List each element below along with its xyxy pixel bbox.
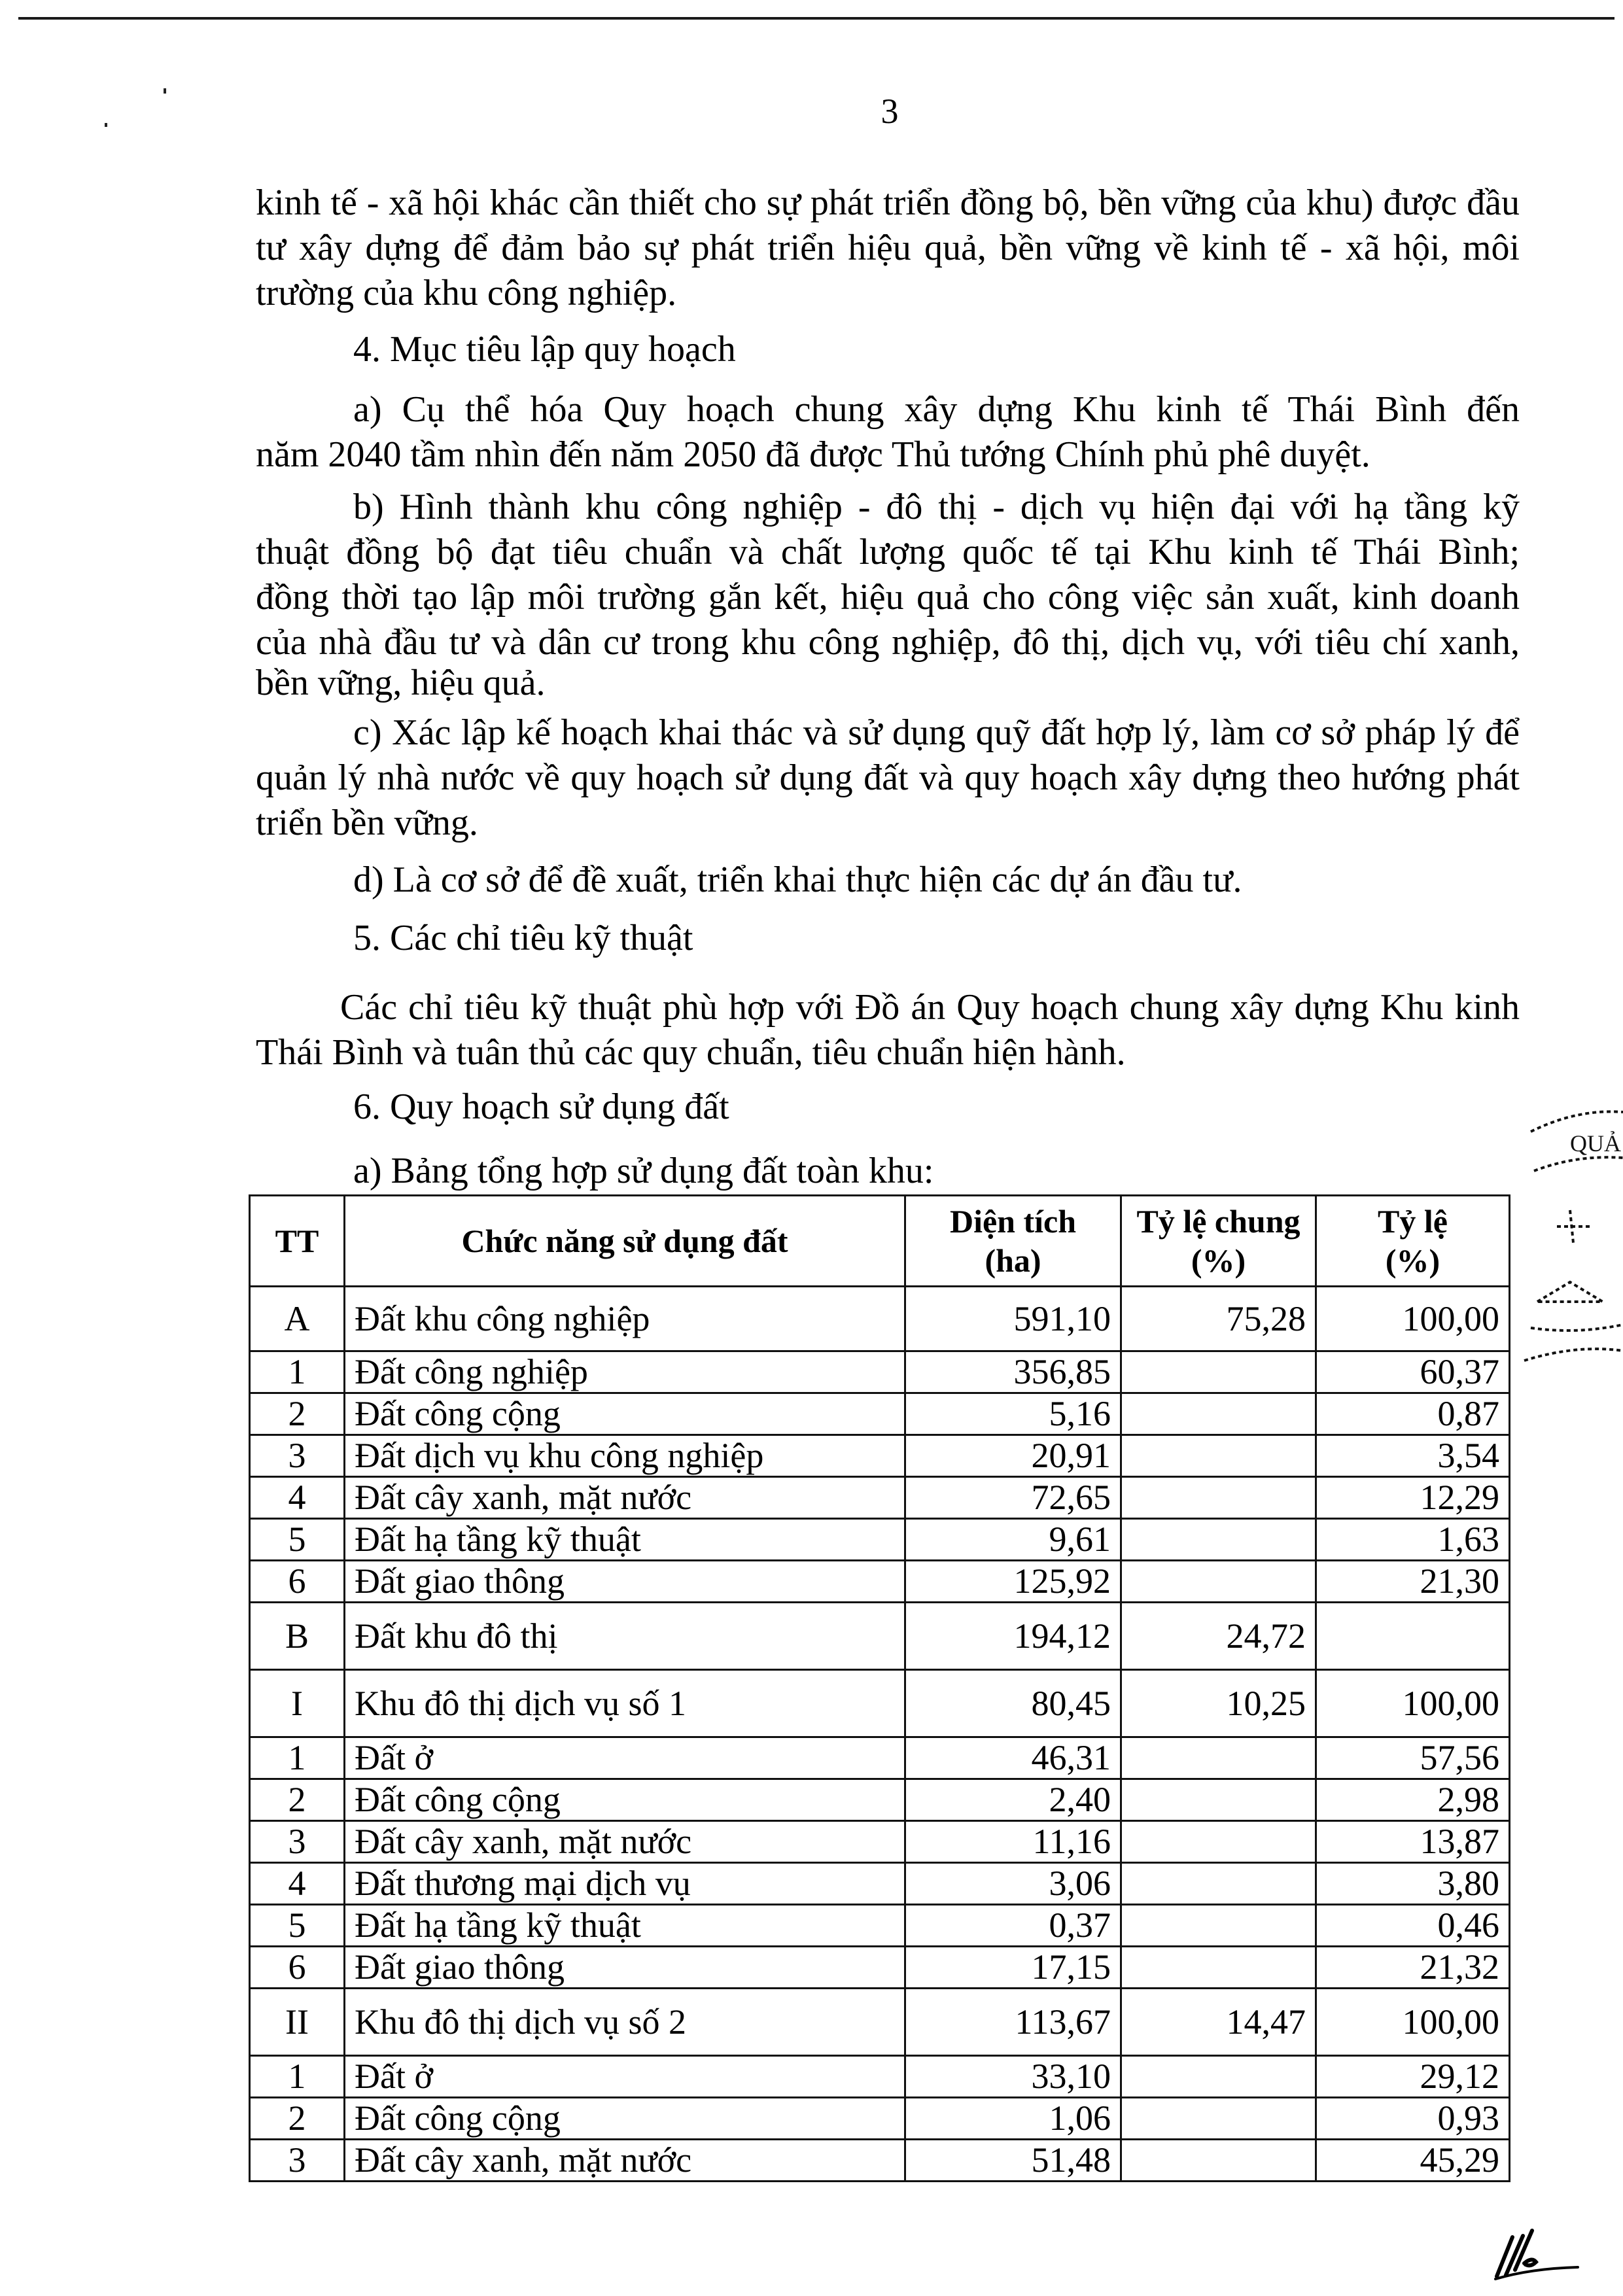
row-tt: 1 [250,1737,345,1779]
body-line: Các chỉ tiêu kỹ thuật phù hợp với Đồ án Quy hoạch chung xây dựng Khu kinh [340,987,1520,1028]
row-function: Đất cây xanh, mặt nước [345,2140,905,2182]
row-area: 17,15 [905,1947,1121,1989]
table-row [250,1821,1510,1863]
row-ratio [1316,1603,1510,1670]
row-ratio: 100,00 [1316,1989,1510,2056]
row-area: 194,12 [905,1603,1121,1670]
scan-speck [164,88,166,94]
body-line: c) Xác lập kế hoạch khai thác và sử dụng quỹ đất hợp lý, làm cơ sở pháp lý để [353,712,1520,753]
table-row [250,2140,1510,2182]
row-overall-ratio [1121,1393,1316,1435]
body-line: trường của khu công nghiệp. [256,273,677,313]
table-header-row [250,1196,1510,1287]
row-area: 51,48 [905,2140,1121,2182]
row-function: Đất công cộng [345,2098,905,2140]
row-ratio: 57,56 [1316,1737,1510,1779]
row-ratio: 0,93 [1316,2098,1510,2140]
row-tt: I [250,1670,345,1737]
header-overall-unit: (%) [1191,1242,1246,1279]
section-heading-4: 4. Mục tiêu lập quy hoạch [353,329,736,370]
row-function: Đất công nghiệp [345,1351,905,1393]
row-function: Đất công cộng [345,1393,905,1435]
table-row [250,1737,1510,1779]
header-tt-label: TT [275,1223,319,1259]
table-row [250,2056,1510,2098]
table-row [250,1393,1510,1435]
row-ratio: 21,32 [1316,1947,1510,1989]
header-ratio [1316,1196,1510,1287]
row-area: 11,16 [905,1821,1121,1863]
row-ratio: 1,63 [1316,1519,1510,1561]
handwritten-initials [1492,2224,1583,2283]
row-area: 72,65 [905,1477,1121,1519]
row-overall-ratio [1121,1779,1316,1821]
row-overall-ratio [1121,1519,1316,1561]
header-function-label: Chức năng sử dụng đất [461,1223,788,1259]
row-ratio: 12,29 [1316,1477,1510,1519]
row-tt: 2 [250,2098,345,2140]
row-tt: 2 [250,1779,345,1821]
row-ratio: 3,54 [1316,1435,1510,1477]
section-heading-5: 5. Các chỉ tiêu kỹ thuật [353,918,693,958]
body-line: bền vững, hiệu quả. [256,663,546,703]
row-area: 33,10 [905,2056,1121,2098]
row-area: 2,40 [905,1779,1121,1821]
row-area: 5,16 [905,1393,1121,1435]
body-line: a) Cụ thể hóa Quy hoạch chung xây dựng Khu kinh tế Thái Bình đến [353,389,1520,430]
row-area: 0,37 [905,1905,1121,1947]
row-ratio: 0,46 [1316,1905,1510,1947]
row-overall-ratio [1121,2140,1316,2182]
row-tt: 2 [250,1393,345,1435]
header-ratio-unit: (%) [1385,1242,1440,1279]
body-line: d) Là cơ sở để đề xuất, triển khai thực hiện các dự án đầu tư. [353,860,1242,900]
body-line: kinh tế - xã hội khác cần thiết cho sự phát triển đồng bộ, bền vững của khu) được đầu [256,183,1520,223]
row-tt: 6 [250,1561,345,1603]
row-ratio: 13,87 [1316,1821,1510,1863]
body-line: của nhà đầu tư và dân cư trong khu công nghiệp, đô thị, dịch vụ, với tiêu chí xanh, [256,622,1520,663]
table-caption: a) Bảng tổng hợp sử dụng đất toàn khu: [353,1151,934,1191]
row-tt: A [250,1287,345,1351]
row-function: Đất hạ tầng kỹ thuật [345,1519,905,1561]
row-area: 113,67 [905,1989,1121,2056]
land-use-table [249,1194,1510,2182]
row-overall-ratio [1121,1477,1316,1519]
header-area-label: Diện tích [949,1203,1077,1240]
row-area: 125,92 [905,1561,1121,1603]
row-overall-ratio [1121,1435,1316,1477]
row-tt: 3 [250,1435,345,1477]
table-row [250,1863,1510,1905]
row-overall-ratio [1121,2056,1316,2098]
official-stamp [1518,1086,1623,1393]
row-ratio: 60,37 [1316,1351,1510,1393]
row-ratio: 45,29 [1316,2140,1510,2182]
section-heading-6: 6. Quy hoạch sử dụng đất [353,1087,729,1127]
row-function: Đất hạ tầng kỹ thuật [345,1905,905,1947]
row-overall-ratio [1121,1863,1316,1905]
table-row [250,1477,1510,1519]
row-area: 9,61 [905,1519,1121,1561]
body-line: quản lý nhà nước về quy hoạch sử dụng đất và quy hoạch xây dựng theo hướng phát [256,757,1520,798]
row-area: 20,91 [905,1435,1121,1477]
row-tt: B [250,1603,345,1670]
row-tt: 1 [250,2056,345,2098]
body-line: tư xây dựng để đảm bảo sự phát triển hiệu quả, bền vững về kinh tế - xã hội, môi [256,228,1520,268]
row-function: Đất khu đô thị [345,1603,905,1670]
row-function: Đất giao thông [345,1561,905,1603]
row-area: 3,06 [905,1863,1121,1905]
header-function [345,1196,905,1287]
row-ratio: 100,00 [1316,1670,1510,1737]
row-overall-ratio [1121,1561,1316,1603]
row-overall-ratio [1121,1905,1316,1947]
row-overall-ratio: 14,47 [1121,1989,1316,2056]
table-row [250,1947,1510,1989]
row-ratio: 29,12 [1316,2056,1510,2098]
table-row [250,1561,1510,1603]
row-area: 1,06 [905,2098,1121,2140]
row-function: Đất cây xanh, mặt nước [345,1821,905,1863]
row-overall-ratio: 10,25 [1121,1670,1316,1737]
row-ratio: 21,30 [1316,1561,1510,1603]
row-ratio: 100,00 [1316,1287,1510,1351]
row-tt: 6 [250,1947,345,1989]
row-overall-ratio [1121,1947,1316,1989]
row-tt: 3 [250,1821,345,1863]
row-overall-ratio: 24,72 [1121,1603,1316,1670]
row-function: Đất dịch vụ khu công nghiệp [345,1435,905,1477]
row-tt: 4 [250,1863,345,1905]
row-function: Khu đô thị dịch vụ số 2 [345,1989,905,2056]
row-area: 591,10 [905,1287,1121,1351]
table-row [250,1287,1510,1351]
row-ratio: 2,98 [1316,1779,1510,1821]
body-line: b) Hình thành khu công nghiệp - đô thị - dịch vụ hiện đại với hạ tầng kỹ [353,487,1520,527]
body-line: triển bền vững. [256,803,478,843]
row-overall-ratio [1121,1821,1316,1863]
body-line: thuật đồng bộ đạt tiêu chuẩn và chất lượng quốc tế tại Khu kinh tế Thái Bình; [256,532,1520,572]
row-area: 46,31 [905,1737,1121,1779]
row-function: Đất giao thông [345,1947,905,1989]
row-tt: 3 [250,2140,345,2182]
row-function: Đất thương mại dịch vụ [345,1863,905,1905]
body-line: đồng thời tạo lập môi trường gắn kết, hiệu quả cho công việc sản xuất, kinh doanh [256,577,1520,617]
row-tt: 5 [250,1519,345,1561]
row-overall-ratio [1121,1351,1316,1393]
row-function: Đất ở [345,1737,905,1779]
row-tt: 4 [250,1477,345,1519]
table-row [250,1905,1510,1947]
row-ratio: 3,80 [1316,1863,1510,1905]
table-row [250,1435,1510,1477]
header-overall-label: Tỷ lệ chung [1136,1203,1300,1240]
row-tt: 5 [250,1905,345,1947]
header-tt [250,1196,345,1287]
table-row [250,1670,1510,1737]
row-ratio: 0,87 [1316,1393,1510,1435]
header-overall-ratio [1121,1196,1316,1287]
row-tt: II [250,1989,345,2056]
row-area: 356,85 [905,1351,1121,1393]
table-row [250,1989,1510,2056]
row-function: Đất cây xanh, mặt nước [345,1477,905,1519]
body-line: năm 2040 tầm nhìn đến năm 2050 đã được Thủ tướng Chính phủ phê duyệt. [256,434,1370,475]
row-function: Đất ở [345,2056,905,2098]
page-top-rule [18,17,1614,20]
row-overall-ratio [1121,2098,1316,2140]
header-area [905,1196,1121,1287]
header-ratio-label: Tỷ lệ [1378,1203,1448,1240]
row-function: Đất khu công nghiệp [345,1287,905,1351]
row-tt: 1 [250,1351,345,1393]
stamp-partial-text: QUẢ [1570,1130,1621,1157]
table-row [250,1603,1510,1670]
body-line: Thái Bình và tuân thủ các quy chuẩn, tiêu chuẩn hiện hành. [256,1032,1126,1073]
table-row [250,1779,1510,1821]
table-row [250,1351,1510,1393]
row-function: Đất công cộng [345,1779,905,1821]
row-function: Khu đô thị dịch vụ số 1 [345,1670,905,1737]
header-area-unit: (ha) [985,1242,1041,1279]
row-overall-ratio [1121,1737,1316,1779]
scan-speck [105,123,107,127]
table-row [250,1519,1510,1561]
table-row [250,2098,1510,2140]
row-area: 80,45 [905,1670,1121,1737]
row-overall-ratio: 75,28 [1121,1287,1316,1351]
page-number: 3 [881,92,899,131]
